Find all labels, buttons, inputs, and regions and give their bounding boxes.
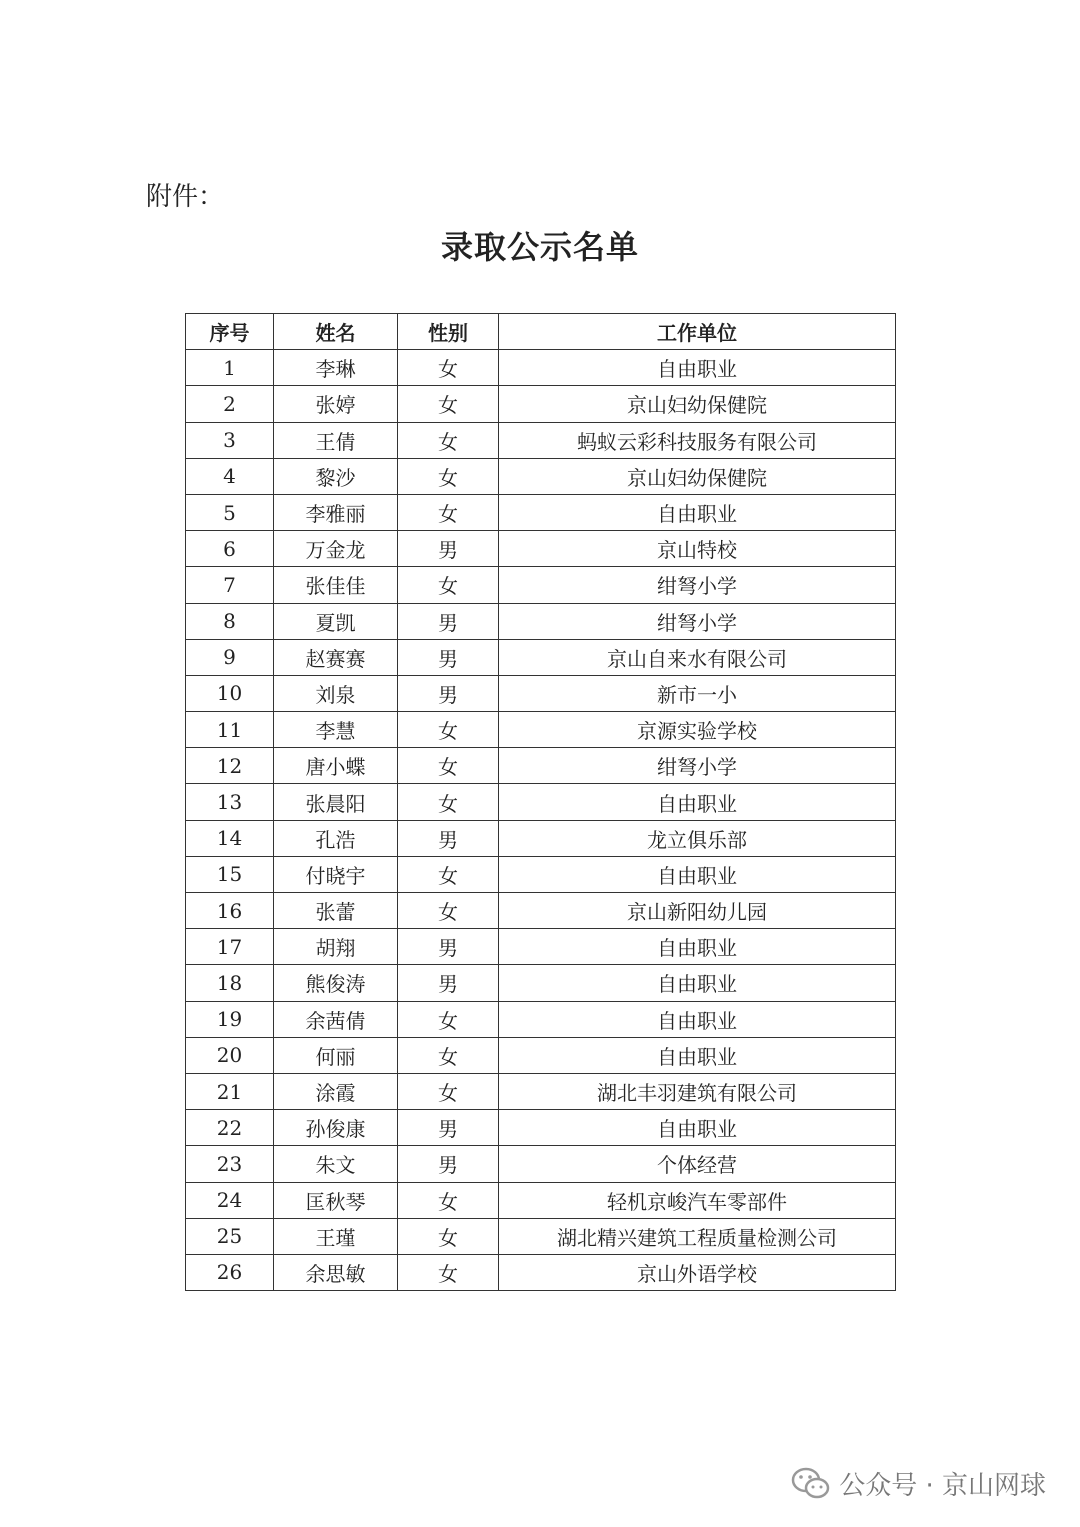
cell-workplace: 自由职业 bbox=[499, 929, 896, 965]
cell-index: 2 bbox=[186, 386, 274, 422]
cell-workplace: 自由职业 bbox=[499, 856, 896, 892]
table-row bbox=[186, 856, 896, 892]
cell-name: 李雅丽 bbox=[274, 494, 398, 530]
cell-workplace: 京源实验学校 bbox=[499, 712, 896, 748]
cell-gender: 女 bbox=[398, 1037, 499, 1073]
table-row bbox=[186, 494, 896, 530]
cell-gender: 男 bbox=[398, 531, 499, 567]
table-row bbox=[186, 458, 896, 494]
admission-list-table bbox=[185, 313, 896, 1291]
cell-gender: 女 bbox=[398, 350, 499, 386]
cell-name: 何丽 bbox=[274, 1037, 398, 1073]
cell-gender: 女 bbox=[398, 1218, 499, 1254]
header-index: 序号 bbox=[186, 314, 274, 350]
cell-workplace: 京山新阳幼儿园 bbox=[499, 893, 896, 929]
cell-gender: 男 bbox=[398, 929, 499, 965]
cell-gender: 男 bbox=[398, 603, 499, 639]
cell-index: 17 bbox=[186, 929, 274, 965]
cell-gender: 女 bbox=[398, 712, 499, 748]
cell-index: 8 bbox=[186, 603, 274, 639]
cell-gender: 男 bbox=[398, 1146, 499, 1182]
cell-workplace: 自由职业 bbox=[499, 965, 896, 1001]
cell-gender: 女 bbox=[398, 1073, 499, 1109]
table-row bbox=[186, 893, 896, 929]
cell-gender: 男 bbox=[398, 965, 499, 1001]
cell-name: 刘泉 bbox=[274, 675, 398, 711]
table-row bbox=[186, 712, 896, 748]
cell-name: 匡秋琴 bbox=[274, 1182, 398, 1218]
table-row bbox=[186, 603, 896, 639]
cell-name: 张晨阳 bbox=[274, 784, 398, 820]
cell-name: 孔浩 bbox=[274, 820, 398, 856]
cell-workplace: 京山自来水有限公司 bbox=[499, 639, 896, 675]
table-row bbox=[186, 820, 896, 856]
cell-workplace: 京山妇幼保健院 bbox=[499, 386, 896, 422]
cell-gender: 女 bbox=[398, 494, 499, 530]
table-row bbox=[186, 531, 896, 567]
cell-workplace: 自由职业 bbox=[499, 1037, 896, 1073]
cell-index: 23 bbox=[186, 1146, 274, 1182]
cell-name: 朱文 bbox=[274, 1146, 398, 1182]
table-row bbox=[186, 567, 896, 603]
table-row bbox=[186, 1146, 896, 1182]
cell-gender: 女 bbox=[398, 856, 499, 892]
wechat-icon bbox=[791, 1467, 831, 1501]
watermark-text: 公众号 · 京山网球 bbox=[839, 1471, 1046, 1501]
cell-workplace: 京山外语学校 bbox=[499, 1254, 896, 1290]
cell-index: 18 bbox=[186, 965, 274, 1001]
cell-gender: 女 bbox=[398, 893, 499, 929]
cell-workplace: 蚂蚁云彩科技服务有限公司 bbox=[499, 422, 896, 458]
cell-gender: 女 bbox=[398, 1001, 499, 1037]
cell-workplace: 绀弩小学 bbox=[499, 567, 896, 603]
cell-name: 胡翔 bbox=[274, 929, 398, 965]
table-row bbox=[186, 639, 896, 675]
cell-index: 9 bbox=[186, 639, 274, 675]
cell-index: 1 bbox=[186, 350, 274, 386]
cell-index: 25 bbox=[186, 1218, 274, 1254]
cell-workplace: 新市一小 bbox=[499, 675, 896, 711]
cell-name: 余茜倩 bbox=[274, 1001, 398, 1037]
cell-index: 11 bbox=[186, 712, 274, 748]
cell-name: 李慧 bbox=[274, 712, 398, 748]
table-row bbox=[186, 929, 896, 965]
cell-name: 万金龙 bbox=[274, 531, 398, 567]
cell-index: 6 bbox=[186, 531, 274, 567]
table-row bbox=[186, 350, 896, 386]
table-row bbox=[186, 1254, 896, 1290]
table-row bbox=[186, 1182, 896, 1218]
cell-workplace: 京山妇幼保健院 bbox=[499, 458, 896, 494]
cell-workplace: 龙立俱乐部 bbox=[499, 820, 896, 856]
header-gender: 性别 bbox=[398, 314, 499, 350]
cell-name: 张佳佳 bbox=[274, 567, 398, 603]
cell-gender: 男 bbox=[398, 639, 499, 675]
cell-name: 孙俊康 bbox=[274, 1110, 398, 1146]
cell-name: 付晓宇 bbox=[274, 856, 398, 892]
cell-name: 涂霞 bbox=[274, 1073, 398, 1109]
cell-gender: 女 bbox=[398, 1254, 499, 1290]
table-row bbox=[186, 748, 896, 784]
cell-name: 熊俊涛 bbox=[274, 965, 398, 1001]
cell-name: 王倩 bbox=[274, 422, 398, 458]
table-row bbox=[186, 1073, 896, 1109]
cell-index: 14 bbox=[186, 820, 274, 856]
cell-index: 12 bbox=[186, 748, 274, 784]
cell-index: 19 bbox=[186, 1001, 274, 1037]
cell-index: 16 bbox=[186, 893, 274, 929]
cell-index: 5 bbox=[186, 494, 274, 530]
cell-gender: 男 bbox=[398, 675, 499, 711]
table-header-row bbox=[186, 314, 896, 350]
cell-workplace: 轻机京峻汽车零部件 bbox=[499, 1182, 896, 1218]
cell-index: 20 bbox=[186, 1037, 274, 1073]
cell-name: 黎沙 bbox=[274, 458, 398, 494]
cell-index: 15 bbox=[186, 856, 274, 892]
cell-name: 张婷 bbox=[274, 386, 398, 422]
cell-gender: 女 bbox=[398, 386, 499, 422]
cell-workplace: 湖北丰羽建筑有限公司 bbox=[499, 1073, 896, 1109]
cell-index: 26 bbox=[186, 1254, 274, 1290]
cell-name: 王瑾 bbox=[274, 1218, 398, 1254]
table-row bbox=[186, 965, 896, 1001]
cell-index: 13 bbox=[186, 784, 274, 820]
cell-name: 余思敏 bbox=[274, 1254, 398, 1290]
cell-workplace: 自由职业 bbox=[499, 350, 896, 386]
table-row bbox=[186, 386, 896, 422]
watermark bbox=[791, 1465, 1046, 1502]
cell-gender: 女 bbox=[398, 748, 499, 784]
table-row bbox=[186, 422, 896, 458]
cell-index: 21 bbox=[186, 1073, 274, 1109]
cell-gender: 女 bbox=[398, 1182, 499, 1218]
cell-gender: 男 bbox=[398, 1110, 499, 1146]
page-title: 录取公示名单 bbox=[440, 228, 639, 266]
cell-gender: 女 bbox=[398, 567, 499, 603]
cell-workplace: 绀弩小学 bbox=[499, 748, 896, 784]
header-name: 姓名 bbox=[274, 314, 398, 350]
cell-index: 4 bbox=[186, 458, 274, 494]
cell-gender: 男 bbox=[398, 820, 499, 856]
cell-gender: 女 bbox=[398, 784, 499, 820]
cell-index: 3 bbox=[186, 422, 274, 458]
cell-workplace: 自由职业 bbox=[499, 494, 896, 530]
table-row bbox=[186, 784, 896, 820]
cell-workplace: 湖北精兴建筑工程质量检测公司 bbox=[499, 1218, 896, 1254]
cell-name: 夏凯 bbox=[274, 603, 398, 639]
cell-index: 24 bbox=[186, 1182, 274, 1218]
table-row bbox=[186, 1218, 896, 1254]
cell-name: 李琳 bbox=[274, 350, 398, 386]
cell-name: 赵赛赛 bbox=[274, 639, 398, 675]
table-row bbox=[186, 1110, 896, 1146]
table-row bbox=[186, 1001, 896, 1037]
cell-workplace: 个体经营 bbox=[499, 1146, 896, 1182]
cell-workplace: 自由职业 bbox=[499, 1001, 896, 1037]
cell-workplace: 京山特校 bbox=[499, 531, 896, 567]
cell-index: 10 bbox=[186, 675, 274, 711]
table-row bbox=[186, 1037, 896, 1073]
table-row bbox=[186, 675, 896, 711]
header-workplace: 工作单位 bbox=[499, 314, 896, 350]
cell-workplace: 绀弩小学 bbox=[499, 603, 896, 639]
attachment-label: 附件： bbox=[146, 182, 225, 212]
cell-workplace: 自由职业 bbox=[499, 784, 896, 820]
cell-gender: 女 bbox=[398, 458, 499, 494]
cell-index: 22 bbox=[186, 1110, 274, 1146]
cell-index: 7 bbox=[186, 567, 274, 603]
cell-gender: 女 bbox=[398, 422, 499, 458]
cell-workplace: 自由职业 bbox=[499, 1110, 896, 1146]
cell-name: 张蕾 bbox=[274, 893, 398, 929]
cell-name: 唐小蝶 bbox=[274, 748, 398, 784]
